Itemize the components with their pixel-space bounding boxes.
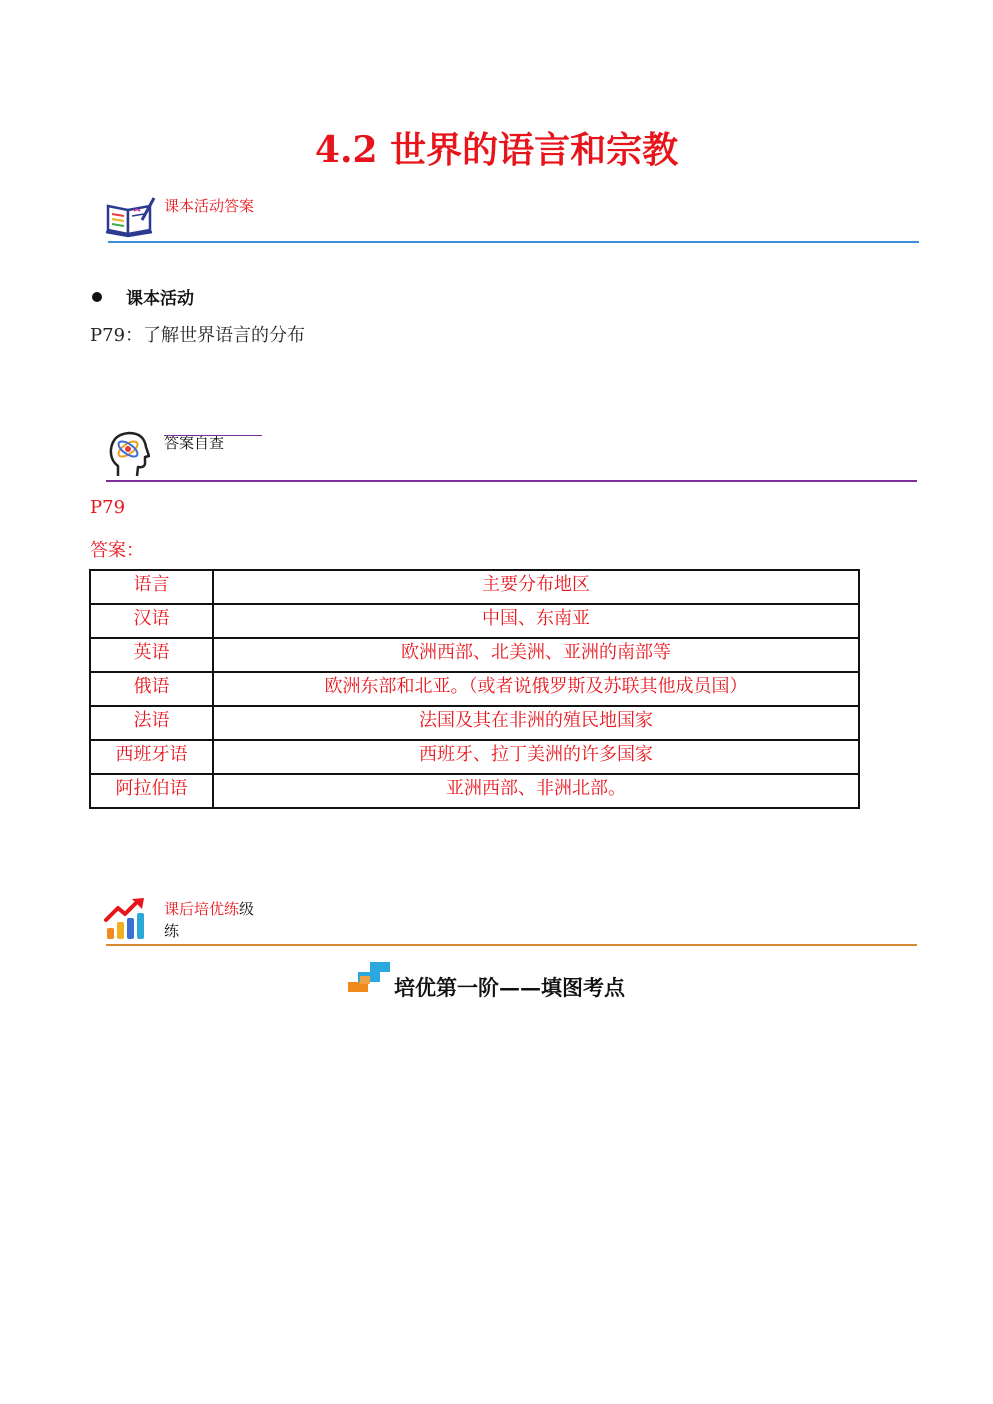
table-cell-language: 西班牙语 bbox=[90, 740, 213, 774]
section-label-textbook-answers: 课本活动答案 bbox=[164, 197, 255, 215]
table-cell-region: 中国、东南亚 bbox=[213, 604, 859, 638]
section-label-practice-suffix: 级 bbox=[239, 900, 255, 918]
table-row bbox=[90, 740, 859, 774]
table-row bbox=[90, 672, 859, 706]
head-atom-icon bbox=[108, 430, 150, 478]
table-row bbox=[90, 604, 859, 638]
table-cell-region: 西班牙、拉丁美洲的许多国家 bbox=[213, 740, 859, 774]
section-label-self-check: 答案自查 bbox=[164, 434, 225, 452]
table-row bbox=[90, 706, 859, 740]
table-cell-language: 汉语 bbox=[90, 604, 213, 638]
section-label-practice bbox=[164, 898, 254, 919]
table-cell-language: 阿拉伯语 bbox=[90, 774, 213, 808]
growth-chart-icon bbox=[104, 896, 150, 942]
answer-page: P79 bbox=[90, 497, 126, 518]
bullet-heading bbox=[92, 284, 194, 309]
activity-line: P79：了解世界语言的分布 bbox=[90, 325, 306, 346]
table-cell-region: 法国及其在非洲的殖民地国家 bbox=[213, 706, 859, 740]
answer-label: 答案： bbox=[90, 540, 144, 561]
answer-table bbox=[89, 569, 860, 809]
bullet-label: 课本活动 bbox=[126, 289, 194, 309]
table-row bbox=[90, 774, 859, 808]
section-divider bbox=[106, 944, 917, 946]
bullet-icon bbox=[92, 292, 102, 302]
table-cell-region: 欧洲西部、北美洲、亚洲的南部等 bbox=[213, 638, 859, 672]
step-title: 培优第一阶——填图考点 bbox=[394, 975, 625, 1000]
section-label-practice-line2: 练 bbox=[164, 922, 180, 940]
section-divider bbox=[108, 241, 919, 243]
table-header-cell: 语言 bbox=[90, 570, 213, 604]
table-row bbox=[90, 638, 859, 672]
table-cell-language: 法语 bbox=[90, 706, 213, 740]
book-pen-icon bbox=[104, 194, 156, 238]
page-title: 4.2 世界的语言和宗教 bbox=[314, 129, 679, 171]
table-header-row bbox=[90, 570, 859, 604]
table-cell-language: 英语 bbox=[90, 638, 213, 672]
table-cell-region: 欧洲东部和北亚。（或者说俄罗斯及苏联其他成员国） bbox=[213, 672, 859, 706]
self-check-underline bbox=[164, 435, 262, 436]
stairs-icon bbox=[346, 962, 392, 994]
table-header-cell: 主要分布地区 bbox=[213, 570, 859, 604]
section-divider bbox=[106, 480, 917, 482]
section-label-practice-red: 课后培优练 bbox=[164, 900, 240, 918]
table-cell-region: 亚洲西部、非洲北部。 bbox=[213, 774, 859, 808]
table-cell-language: 俄语 bbox=[90, 672, 213, 706]
